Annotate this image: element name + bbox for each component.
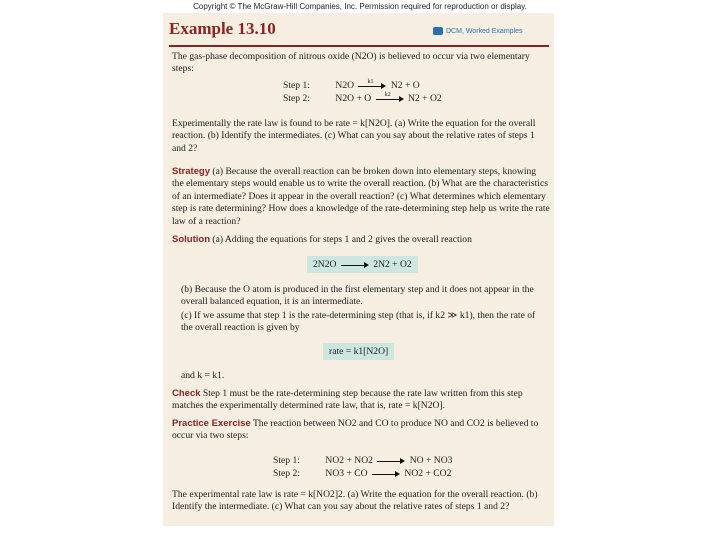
practice-label: Practice Exercise — [172, 418, 251, 429]
reaction-arrow-icon — [358, 78, 386, 90]
reaction-arrow-icon — [341, 261, 369, 269]
intro-text: The gas-phase decomposition of nitrous oxide (N2O) is believed to occur via two elementary steps: — [172, 51, 530, 75]
question-text: Experimentally the rate law is found to be rate = k[N2O]. (a) Write the equation for the overall reaction. (b) Identify the intermediates. (c) What can you say about the relative rates of steps 1 and 2? — [172, 118, 536, 154]
rate-constant: k1 — [367, 78, 374, 85]
check-text: Step 1 must be the rate-determining step because the rate law written from this step matches the experimentally determined rate law, that is, rate = k[N2O]. — [172, 388, 523, 412]
step-label: Step 1: — [273, 455, 300, 466]
solution-text: (a) Adding the equations for steps 1 and 2 gives the overall reaction — [212, 234, 472, 245]
worked-examples-badge[interactable] — [433, 27, 523, 35]
step-rhs: NO + NO3 — [409, 455, 453, 466]
step-label: Step 2: — [283, 93, 310, 104]
step-lhs: NO3 + CO — [325, 468, 368, 479]
example-title: Example 13.10 — [169, 19, 276, 38]
rate-constant-text: and k = k1. — [181, 370, 225, 381]
overall-equation — [307, 256, 418, 273]
step-row — [273, 467, 452, 480]
step-rhs: N2 + O2 — [408, 93, 442, 104]
step-label: Step 2: — [273, 468, 300, 479]
rate-constant: k2 — [384, 91, 391, 98]
dcm-logo-icon — [433, 27, 443, 35]
practice-text: The reaction between NO2 and CO to produce NO and CO2 is believed to occur via two steps: — [172, 418, 539, 442]
strategy-text: (a) Because the overall reaction can be broken down into elementary steps, knowing the elementary steps would enable us to write the overall reaction. (b) What are the characteristics of an intermediate? Does it appear in the overall reaction? (c) What determines which elementary step is rate determining? How does a knowledge of the rate-determining step help us write the rate law of a reaction? — [172, 166, 550, 227]
solution-label: Solution — [172, 234, 210, 245]
title-rule — [169, 45, 549, 47]
steps-block-2 — [273, 454, 452, 480]
part-c-text: (c) If we assume that step 1 is the rate-determining step (that is, if k2 ≫ k1), then the rate of the overall reaction is given by — [181, 310, 536, 334]
part-b-text: (b) Because the O atom is produced in the first elementary step and it does not appear in the overall balanced equation, it is an intermediate. — [181, 284, 534, 308]
badge-label: DCM, Worked Examples — [446, 27, 523, 35]
step-rhs: N2 + O — [390, 80, 420, 91]
check-paragraph — [172, 388, 550, 413]
final-question-text: The experimental rate law is rate = k[NO2]2. (a) Write the equation for the overall reaction. (b) Identify the intermediate. (c) What can you say about the relative rates of steps 1 and 2? — [172, 489, 538, 513]
step-lhs: NO2 + NO2 — [325, 455, 373, 466]
textbook-page — [163, 13, 554, 526]
step-lhs: N2O — [335, 80, 355, 91]
rate-equation: rate = k1[N2O] — [323, 343, 394, 360]
strategy-label: Strategy — [172, 166, 211, 177]
reaction-arrow-icon — [376, 91, 404, 103]
overall-rhs: 2N2 + O2 — [373, 259, 412, 270]
steps-block-1 — [283, 79, 442, 105]
check-label: Check — [172, 388, 201, 399]
overall-lhs: 2N2O — [313, 259, 337, 270]
strategy-paragraph — [172, 166, 550, 228]
step-row — [273, 454, 452, 467]
step-lhs: N2O + O — [335, 93, 372, 104]
step-label: Step 1: — [283, 80, 310, 91]
practice-paragraph — [172, 418, 550, 443]
solution-paragraph — [172, 234, 550, 246]
reaction-arrow-icon — [372, 470, 400, 478]
reaction-arrow-icon — [377, 457, 405, 465]
step-rhs: NO2 + CO2 — [404, 468, 452, 479]
step-row — [283, 92, 442, 105]
step-row — [283, 79, 442, 92]
copyright-notice: Copyright © The McGraw-Hill Companies, Inc. Permission required for reproduction or display. — [193, 2, 527, 11]
